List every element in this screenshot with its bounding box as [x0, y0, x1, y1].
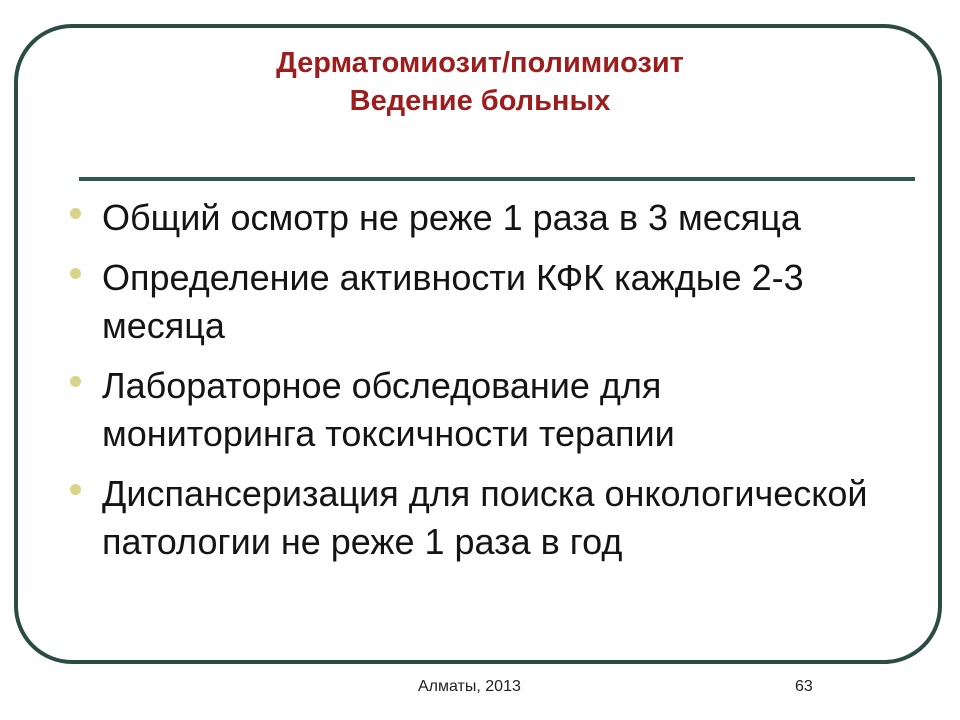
title-divider — [79, 177, 915, 181]
bullet-item — [68, 470, 868, 566]
slide-title — [120, 44, 840, 120]
footer-city-year: Алматы, 2013 — [418, 678, 521, 695]
bullet-dot-icon — [70, 268, 81, 279]
title-line-1: Дерматомиозит/полимиозит — [276, 47, 684, 79]
bullet-text: Лабораторное обследование для мониторинга токсичности терапии — [102, 365, 675, 454]
bullet-item — [68, 254, 868, 350]
bullet-text: Общий осмотр не реже 1 раза в 3 месяца — [102, 197, 801, 238]
bullet-text: Определение активности КФК каждые 2-3 месяца — [102, 257, 804, 346]
bullet-dot-icon — [70, 208, 81, 219]
bullet-text: Диспансеризация для поиска онкологической патологии не реже 1 раза в год — [102, 473, 868, 562]
bullet-dot-icon — [70, 376, 81, 387]
footer-page-number: 63 — [795, 678, 813, 695]
bullet-dot-icon — [70, 484, 81, 495]
bullet-item — [68, 194, 868, 242]
bullet-item — [68, 362, 868, 458]
title-line-2: Ведение больных — [349, 85, 611, 117]
bullet-list — [68, 194, 868, 578]
